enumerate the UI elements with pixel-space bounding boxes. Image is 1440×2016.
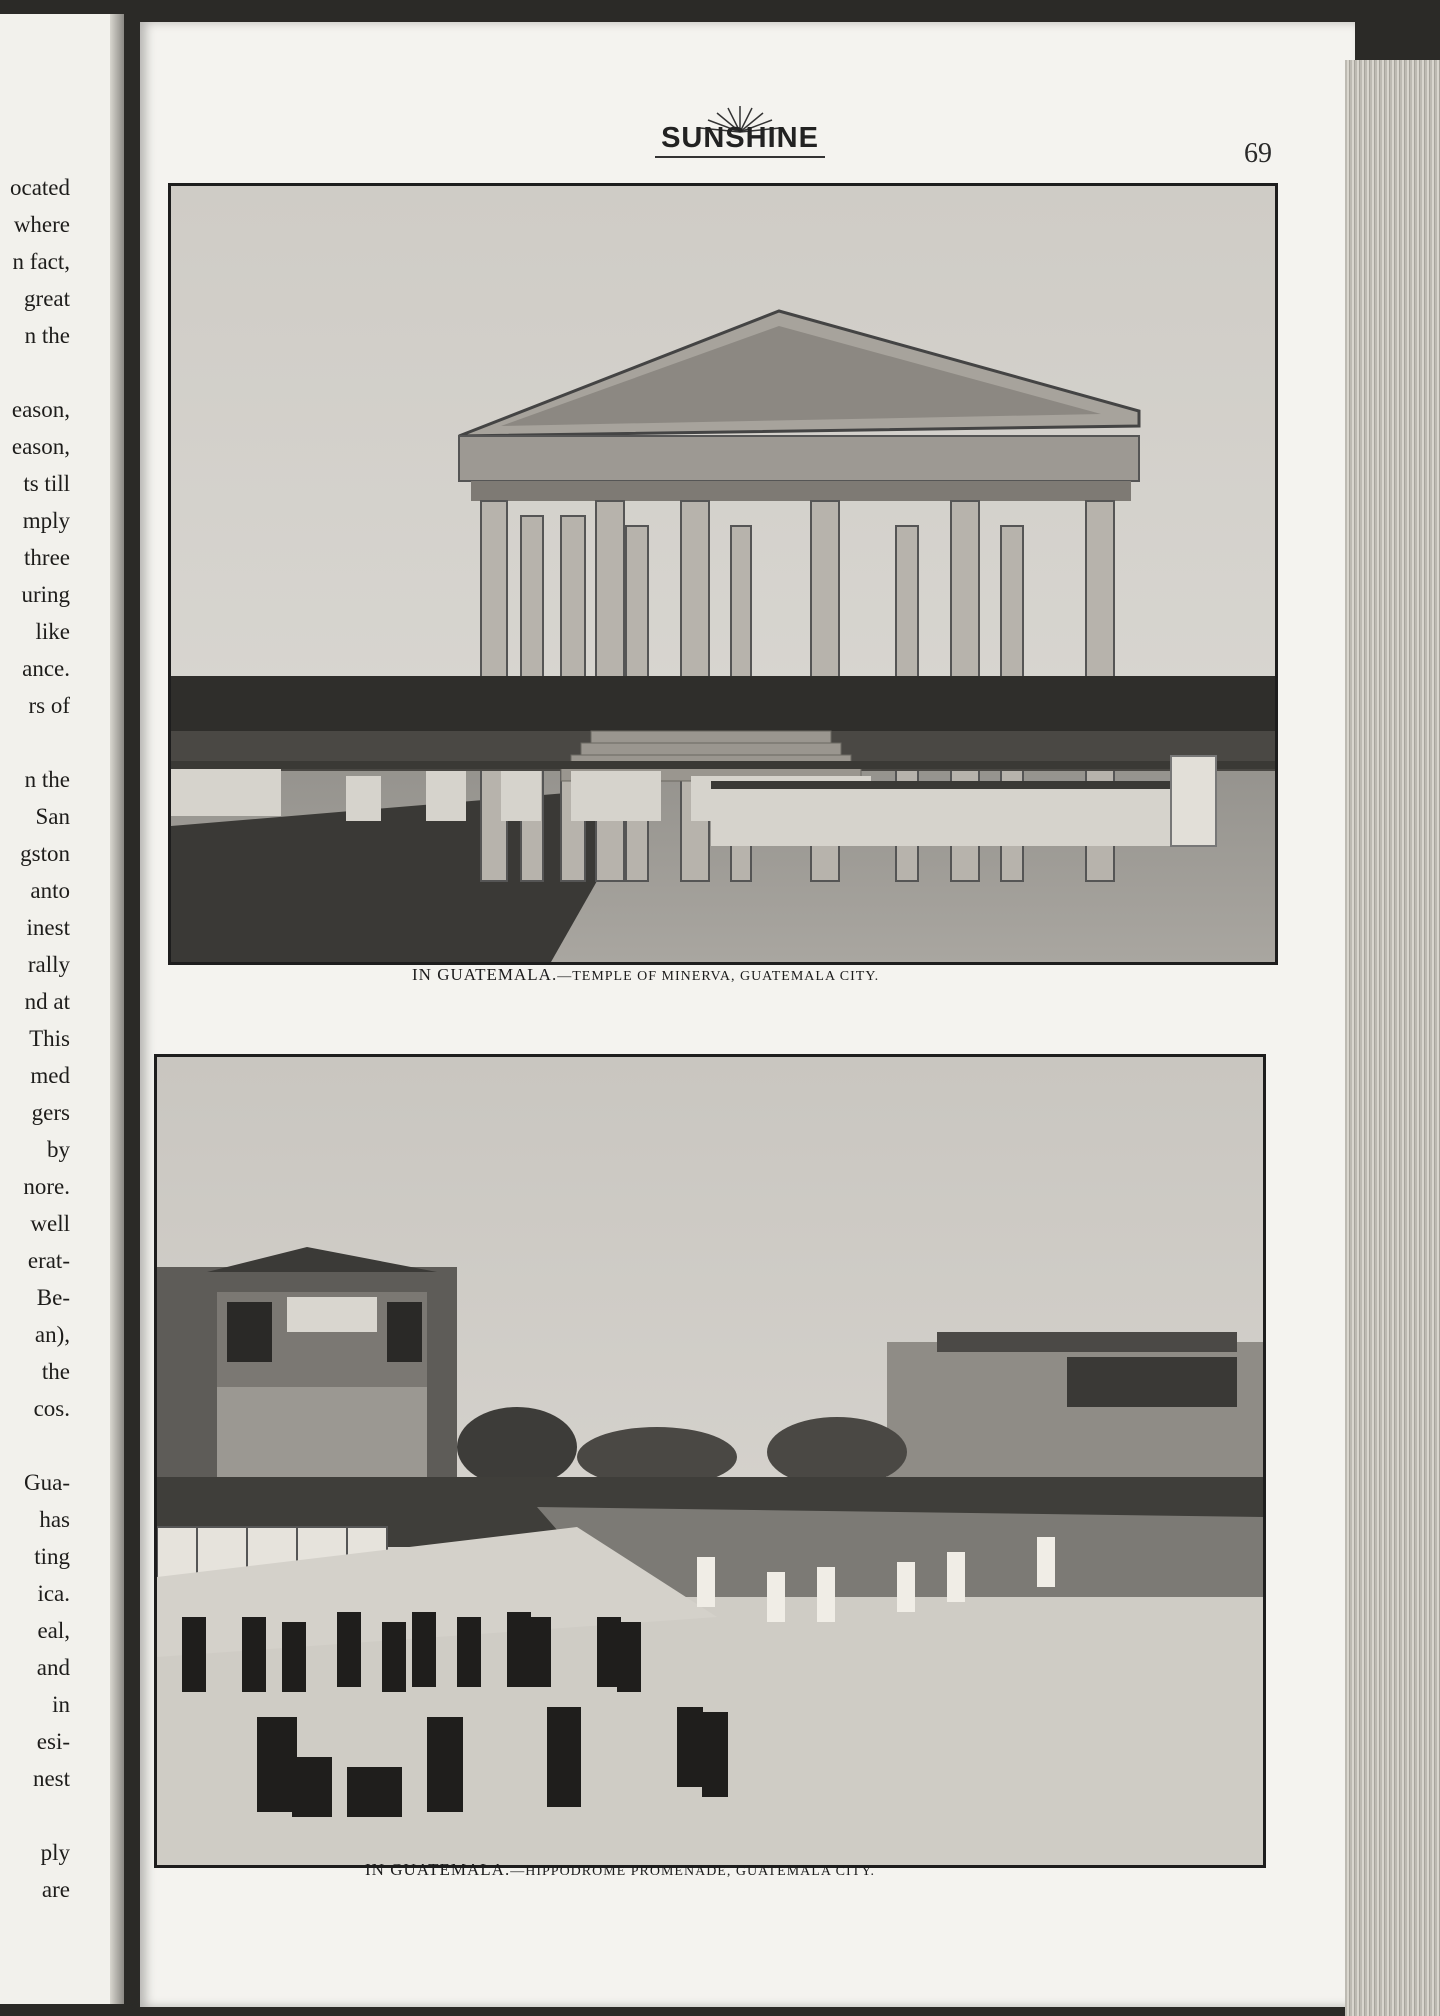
book-gutter: [110, 14, 124, 2004]
left-page-line: n fact,: [12, 249, 70, 274]
temple-caption: [412, 965, 879, 985]
temple-caption-title: —TEMPLE OF MINERVA, GUATEMALA CITY.: [557, 969, 880, 984]
left-page-line: n the: [24, 767, 70, 792]
left-page-line: ica.: [37, 1581, 70, 1606]
page-number: 69: [1244, 138, 1272, 169]
left-page-line: great: [24, 286, 70, 311]
left-page-line: uring: [21, 582, 70, 607]
left-page-line: like: [35, 619, 70, 644]
left-page-line: [0, 354, 70, 391]
left-page-line: rs of: [28, 693, 70, 718]
left-page-line: [0, 1427, 70, 1464]
left-page-line: Gua-: [24, 1470, 70, 1495]
logo-underline: [655, 156, 825, 158]
sunshine-logo: [645, 104, 835, 164]
left-page-line: an),: [34, 1322, 70, 1347]
left-page-line: Be-: [36, 1285, 70, 1310]
left-page-line: med: [30, 1063, 70, 1088]
left-page-line: [0, 1797, 70, 1834]
left-page-line: nd at: [24, 989, 70, 1014]
left-page-line: ocated: [9, 175, 70, 200]
left-page-line: ting: [34, 1544, 70, 1569]
left-page-line: ts till: [23, 471, 70, 496]
left-page-line: gston: [20, 841, 70, 866]
left-page-line: three: [24, 545, 70, 570]
left-page-line: eason,: [11, 434, 70, 459]
page-stack-edge: [1345, 60, 1440, 2016]
left-page-line: are: [41, 1877, 70, 1902]
left-page-line: well: [30, 1211, 70, 1236]
left-page-line: San: [35, 804, 70, 829]
left-page-text-column: [0, 169, 70, 1908]
left-page-line: by: [47, 1137, 70, 1162]
left-page-line: [0, 724, 70, 761]
left-page-line: This: [29, 1026, 70, 1051]
left-page-line: ply: [40, 1840, 70, 1865]
left-page-line: eason,: [11, 397, 70, 422]
temple-of-minerva-photo: [168, 183, 1278, 965]
left-page-line: has: [39, 1507, 70, 1532]
left-page-line: anto: [30, 878, 70, 903]
left-page-line: nest: [32, 1766, 70, 1791]
left-page-line: inest: [26, 915, 70, 940]
temple-caption-lead: IN GUATEMALA.: [412, 965, 558, 984]
left-facing-page: [0, 14, 124, 2004]
left-page-line: rally: [27, 952, 70, 977]
left-page-line: nore.: [23, 1174, 70, 1199]
hippodrome-caption-title: —HIPPODROME PROMENADE, GUATEMALA CITY.: [510, 1864, 876, 1879]
left-page-line: cos.: [33, 1396, 70, 1421]
hippodrome-promenade-photo: [154, 1054, 1266, 1868]
left-page-line: where: [13, 212, 70, 237]
left-page-line: eal,: [37, 1618, 70, 1643]
left-page-line: in: [52, 1692, 70, 1717]
left-page-line: and: [36, 1655, 70, 1680]
left-page-line: the: [41, 1359, 70, 1384]
left-page-line: gers: [31, 1100, 70, 1125]
left-page-line: erat-: [27, 1248, 70, 1273]
left-page-line: esi-: [36, 1729, 70, 1754]
hippodrome-caption: [365, 1860, 875, 1880]
logo-wordmark: SUNSHINE: [661, 122, 819, 154]
hippodrome-caption-lead: IN GUATEMALA.: [365, 1860, 511, 1879]
left-page-line: ance.: [22, 656, 70, 681]
left-page-line: mply: [22, 508, 70, 533]
left-page-line: n the: [24, 323, 70, 348]
